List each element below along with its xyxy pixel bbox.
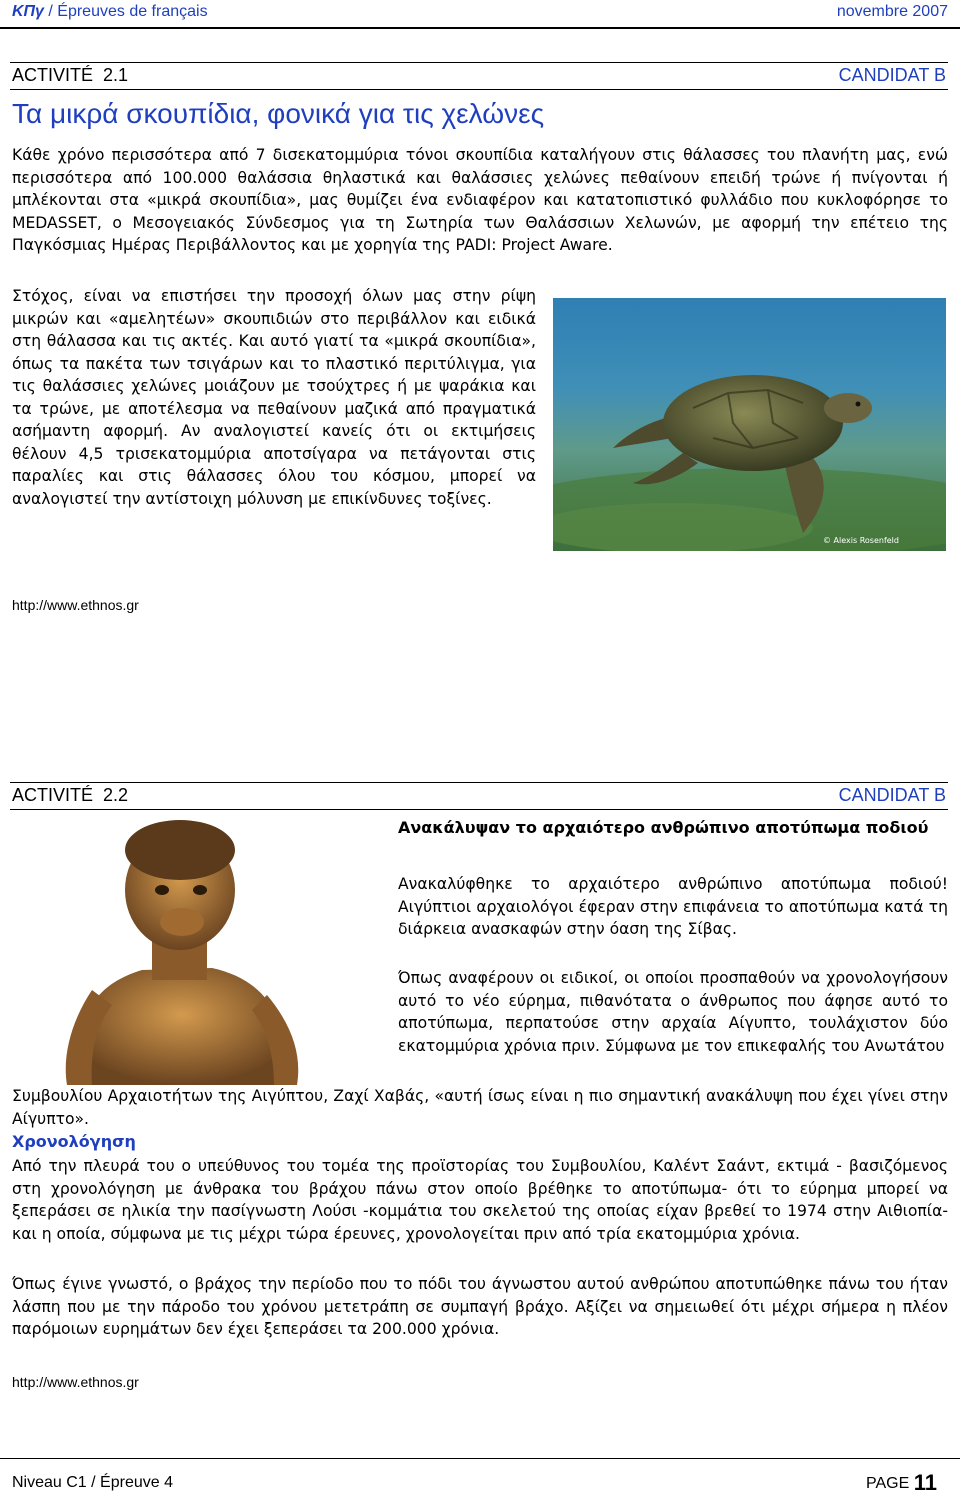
chronology-heading: Χρονολόγηση: [12, 1132, 136, 1151]
activity-2-para1: Ανακαλύφθηκε το αρχαιότερο ανθρώπινο αποτύπωμα ποδιού! Αιγύπτιοι αρχαιολόγοι έφεραν στην επιφάνεια το αποτύπωμα κατά τη διάρκεια ανασκαφών στην όαση της Σίβας.: [398, 875, 948, 938]
page-header: [12, 3, 948, 25]
header-subtitle: / Épreuves de français: [43, 3, 208, 20]
activity-2-para3: Από την πλευρά του ο υπεύθυνος του τομέα της προϊστορίας του Συμβουλίου, Καλέντ Σαάντ, εκτιμά - βασιζόμενος στη χρονολόγηση με άνθρακα του βράχου πάνω στον οποίο βρέθηκε το αποτύπωμα- ότι το εύρημα μπορεί να ξεπεράσει σε ηλικία την πασίγνωστη Λούσι -κομμάτια του σκελετού της οποίας είχαν βρεθεί το 1974 στην Αιθιοπία- και η οποία, σύμφωνα με τις μέχρι τώρα έρευνες, χρονολογείται πριν από τρία εκατομμύρια χρόνια.: [12, 1157, 948, 1243]
photo-credit: © Alexis Rosenfeld: [823, 536, 899, 545]
sea-turtle-photo: [553, 298, 946, 551]
header-date: novembre 2007: [836, 3, 948, 20]
footer-page-number: 11: [913, 1470, 937, 1495]
footer-page: [866, 1470, 937, 1496]
activity-2-candidate: CANDIDAT B: [838, 785, 946, 805]
activity-2-source: http://www.ethnos.gr: [12, 1374, 139, 1390]
activity-2-para4: Όπως έγινε γνωστό, ο βράχος την περίοδο που το πόδι του άγνωστου αυτού ανθρώπου αποτυπώθηκε πάνω του ήταν λάσπη που με την πάροδο του χρόνου μετετράπη σε συμπαγή βράχο. Αξίζει να σημειωθεί ότι μέχρι σήμερα η πλέον παρόμοιων ευρημάτων δεν έχει ξεπεράσει τα 200.000 χρόνια.: [12, 1275, 948, 1338]
footer-page-label: PAGE: [866, 1475, 910, 1492]
activity-2-bar: [10, 782, 948, 810]
footer-rule: [0, 1458, 960, 1459]
activity-1-label: ACTIVITÉ 2.1: [12, 65, 129, 85]
activity-1-source: http://www.ethnos.gr: [12, 597, 139, 613]
footer-level: Niveau C1 / Épreuve 4: [12, 1474, 173, 1491]
activity-1-bar: [10, 62, 948, 90]
activity-1-body: Στόχος, είναι να επιστήσει την προσοχή όλων μας στην ρίψη μικρών και «αμελητέων» σκουπιδιών στο περιβάλλον και ειδικά στη θάλασσα και τις ακτές. Και αυτό γιατί τα «μικρά σκουπίδια», όπως τα πακέτα των τσιγάρων και το πλαστικό περιτύλιγμα, για τις θαλάσσιες χελώνες μοιάζουν με τσούχτρες ή με ψαράκια και τα τρώνε, με αποτέλεσμα να πεθαίνουν μαζικά από πραγματικά ασήμαντη αφορμή. Αν αναλογιστεί κανείς ότι οι εκτιμήσεις θέλουν 4,5 τρισεκατομμύρια αποτσίγαρα να πετάγονται στις παραλίες και στις θάλασσες όλου του κόσμου, μπορεί να αναλογιστεί την αντίστοιχη μόλυνση με επικίνδυνες τοξίνες.: [12, 287, 536, 508]
activity-2-label: ACTIVITÉ 2.2: [12, 785, 129, 805]
header-title: [12, 3, 208, 21]
activity-2-para2-cont: Συμβουλίου Αρχαιοτήτων της Αιγύπτου, Ζαχί Χαβάς, «αυτή ίσως είναι η πιο σημαντική ανακάλυψη που έχει γίνει στην Αίγυπτο».: [12, 1087, 948, 1128]
hominid-statue-photo: [12, 820, 382, 1085]
activity-1-candidate: CANDIDAT B: [838, 65, 946, 85]
activity-1-intro: Κάθε χρόνο περισσότερα από 7 δισεκατομμύρια τόνοι σκουπίδια καταλήγουν στις θάλασσες του πλανήτη μας, ενώ περισσότερα από 100.000 θαλάσσια θηλαστικά και θαλάσσιες χελώνες πεθαίνουν επειδή τρώνε ή πνίγονται ή μπλέκονται στα «μικρά σκουπίδια», μας θυμίζει ένα ενδιαφέρον και κατατοπιστικό φυλλάδιο που κυκλοφόρησε το MEDASSET, ο Μεσογειακός Σύνδεσμος για τη Σωτηρία των Θαλάσσιων Χελωνών, με αφορμή την επέτειο της Παγκόσμιας Ημέρας Περιβάλλοντος και με χορηγία της PADI: Project Aware.: [12, 146, 948, 254]
activity-1-title: Τα μικρά σκουπίδια, φονικά για τις χελώνες: [12, 98, 545, 129]
activity-2-title: Ανακάλυψαν το αρχαιότερο ανθρώπινο αποτύπωμα ποδιού: [398, 818, 929, 837]
activity-2-para2: Όπως αναφέρουν οι ειδικοί, οι οποίοι προσπαθούν να χρονολογήσουν αυτό το νέο εύρημα, πιθανότατα ο άνθρωπος που άφησε αυτό το αποτύπωμα, περπατούσε στην αρχαία Αίγυπτο, τουλάχιστον δύο εκατομμύρια χρόνια πριν. Σύμφωνα με τον επικεφαλής του Ανωτάτου: [398, 969, 948, 1055]
header-subject: ΚΠγ: [12, 3, 44, 20]
header-rule: [0, 27, 960, 29]
